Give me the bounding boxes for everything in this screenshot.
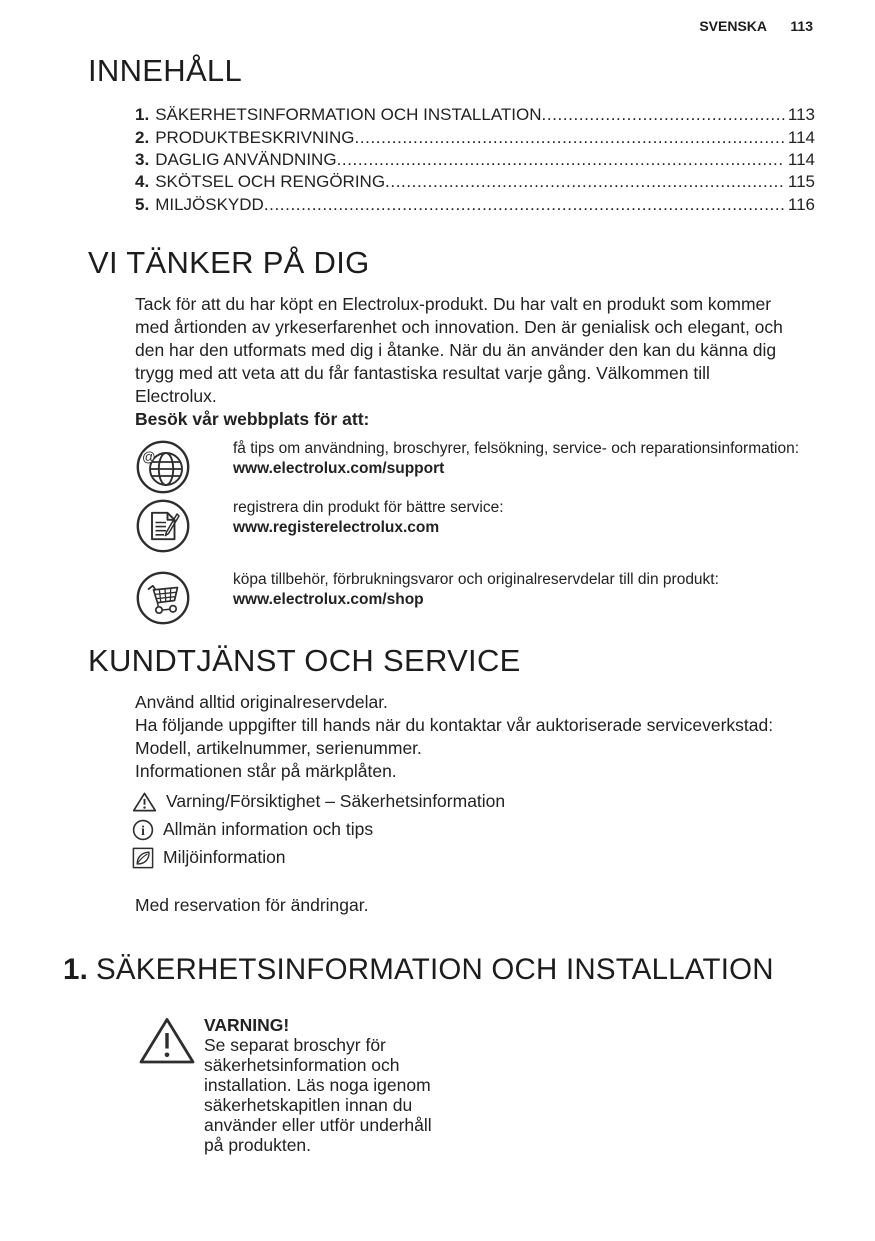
warning-triangle-icon	[132, 791, 157, 813]
link-url: www.registerelectrolux.com	[233, 518, 440, 536]
link-row-register	[135, 498, 815, 554]
intro-section	[135, 293, 815, 431]
link-description: få tips om användning, broschyrer, felsökning, service- och reparationsinformation:	[233, 440, 800, 458]
toc-item-number: 2.	[135, 127, 150, 147]
toc-item-number: 3.	[135, 149, 150, 169]
toc-dot-leader	[337, 149, 785, 171]
link-url: www.electrolux.com/support	[233, 459, 445, 477]
section-title: SÄKERHETSINFORMATION OCH INSTALLATION	[96, 953, 774, 987]
toc-item-label: DAGLIG ANVÄNDNING	[155, 149, 337, 169]
we-think-of-you-title: VI TÄNKER PÅ DIG	[88, 245, 370, 281]
toc-item-number: 1.	[135, 105, 150, 125]
subject-to-change-note: Med reservation för ändringar.	[135, 895, 369, 916]
customer-service-section	[135, 691, 815, 783]
link-url: www.electrolux.com/shop	[233, 590, 424, 608]
toc-item-page: 113	[787, 105, 815, 125]
toc-dot-leader	[264, 194, 785, 216]
toc-item-page: 115	[787, 172, 815, 192]
toc-title: INNEHÅLL	[88, 53, 243, 88]
legend-label: Allmän information och tips	[163, 819, 374, 840]
toc-item-label: SÄKERHETSINFORMATION OCH INSTALLATION	[155, 105, 542, 125]
page-header	[88, 18, 815, 34]
toc-item	[135, 104, 815, 126]
page-number: 113	[790, 18, 813, 34]
service-line: Ha följande uppgifter till hands när du kontaktar vår auktoriserade serviceverkstad: Modell, artikelnummer, serienummer.	[135, 715, 774, 759]
intro-paragraph: Tack för att du har köpt en Electrolux-produkt. Du har valt en produkt som kommer med årtionden av yrkeserfarenhet och innovation. Den är genialisk och elegant, och den har den utformats med dig i åtanke. När du än använder den kan du känna dig trygg med att veta att du får fantastiska resultat varje gång. Välkommen till Electrolux.	[135, 294, 783, 407]
warning-triangle-icon	[138, 1015, 196, 1067]
leaf-environment-icon	[132, 847, 154, 869]
toc-dot-leader	[355, 127, 785, 149]
legend-label: Miljöinformation	[163, 847, 286, 868]
globe-at-icon	[135, 439, 191, 495]
link-description: köpa tillbehör, förbrukningsvaror och originalreservdelar till din produkt:	[233, 571, 719, 589]
toc-item-page: 114	[787, 127, 815, 147]
link-row-support	[135, 439, 815, 495]
toc-item	[135, 149, 815, 171]
toc-dot-leader	[542, 104, 785, 126]
svg-text:@: @	[142, 449, 156, 465]
toc-item-page: 114	[787, 149, 815, 169]
legend-warning	[132, 790, 815, 813]
warning-title: VARNING!	[204, 1014, 290, 1035]
toc-item-number: 5.	[135, 194, 150, 214]
toc-item	[135, 194, 815, 216]
link-text-support	[233, 439, 808, 478]
warning-text	[204, 1015, 446, 1155]
toc-item	[135, 171, 815, 193]
website-links	[135, 439, 815, 626]
toc-item-number: 4.	[135, 172, 150, 192]
link-row-shop	[135, 570, 815, 626]
service-line: Informationen står på märkplåten.	[135, 761, 397, 782]
link-text-shop	[233, 570, 808, 609]
toc-item-page: 116	[787, 194, 815, 214]
warning-box	[138, 1015, 815, 1155]
legend-environment	[132, 846, 815, 869]
link-text-register	[233, 498, 808, 537]
register-document-icon	[135, 498, 191, 554]
section-1-heading	[63, 954, 815, 986]
legend-info	[132, 818, 815, 841]
language-label: SVENSKA	[699, 18, 767, 34]
svg-text:i: i	[141, 822, 145, 838]
toc-item-label: MILJÖSKYDD	[155, 194, 264, 214]
info-circle-icon	[132, 819, 154, 841]
warning-body: Se separat broschyr för säkerhetsinformation och installation. Läs noga igenom säkerhetskapitlen innan du använder eller utför underhåll på produkten.	[204, 1034, 432, 1155]
legend-label: Varning/Försiktighet – Säkerhetsinformation	[166, 791, 506, 812]
toc-item-label: PRODUKTBESKRIVNING	[155, 127, 355, 147]
table-of-contents	[135, 104, 815, 216]
shopping-cart-icon	[135, 570, 191, 626]
visit-website-label: Besök vår webbplats för att:	[135, 409, 370, 430]
symbol-legend	[132, 790, 815, 869]
link-description: registrera din produkt för bättre service:	[233, 499, 504, 517]
toc-dot-leader	[385, 171, 785, 193]
toc-item-label: SKÖTSEL OCH RENGÖRING	[155, 172, 386, 192]
toc-item	[135, 127, 815, 149]
section-number: 1.	[63, 953, 89, 987]
customer-service-title: KUNDTJÄNST OCH SERVICE	[88, 643, 521, 679]
service-line: Använd alltid originalreservdelar.	[135, 692, 388, 713]
